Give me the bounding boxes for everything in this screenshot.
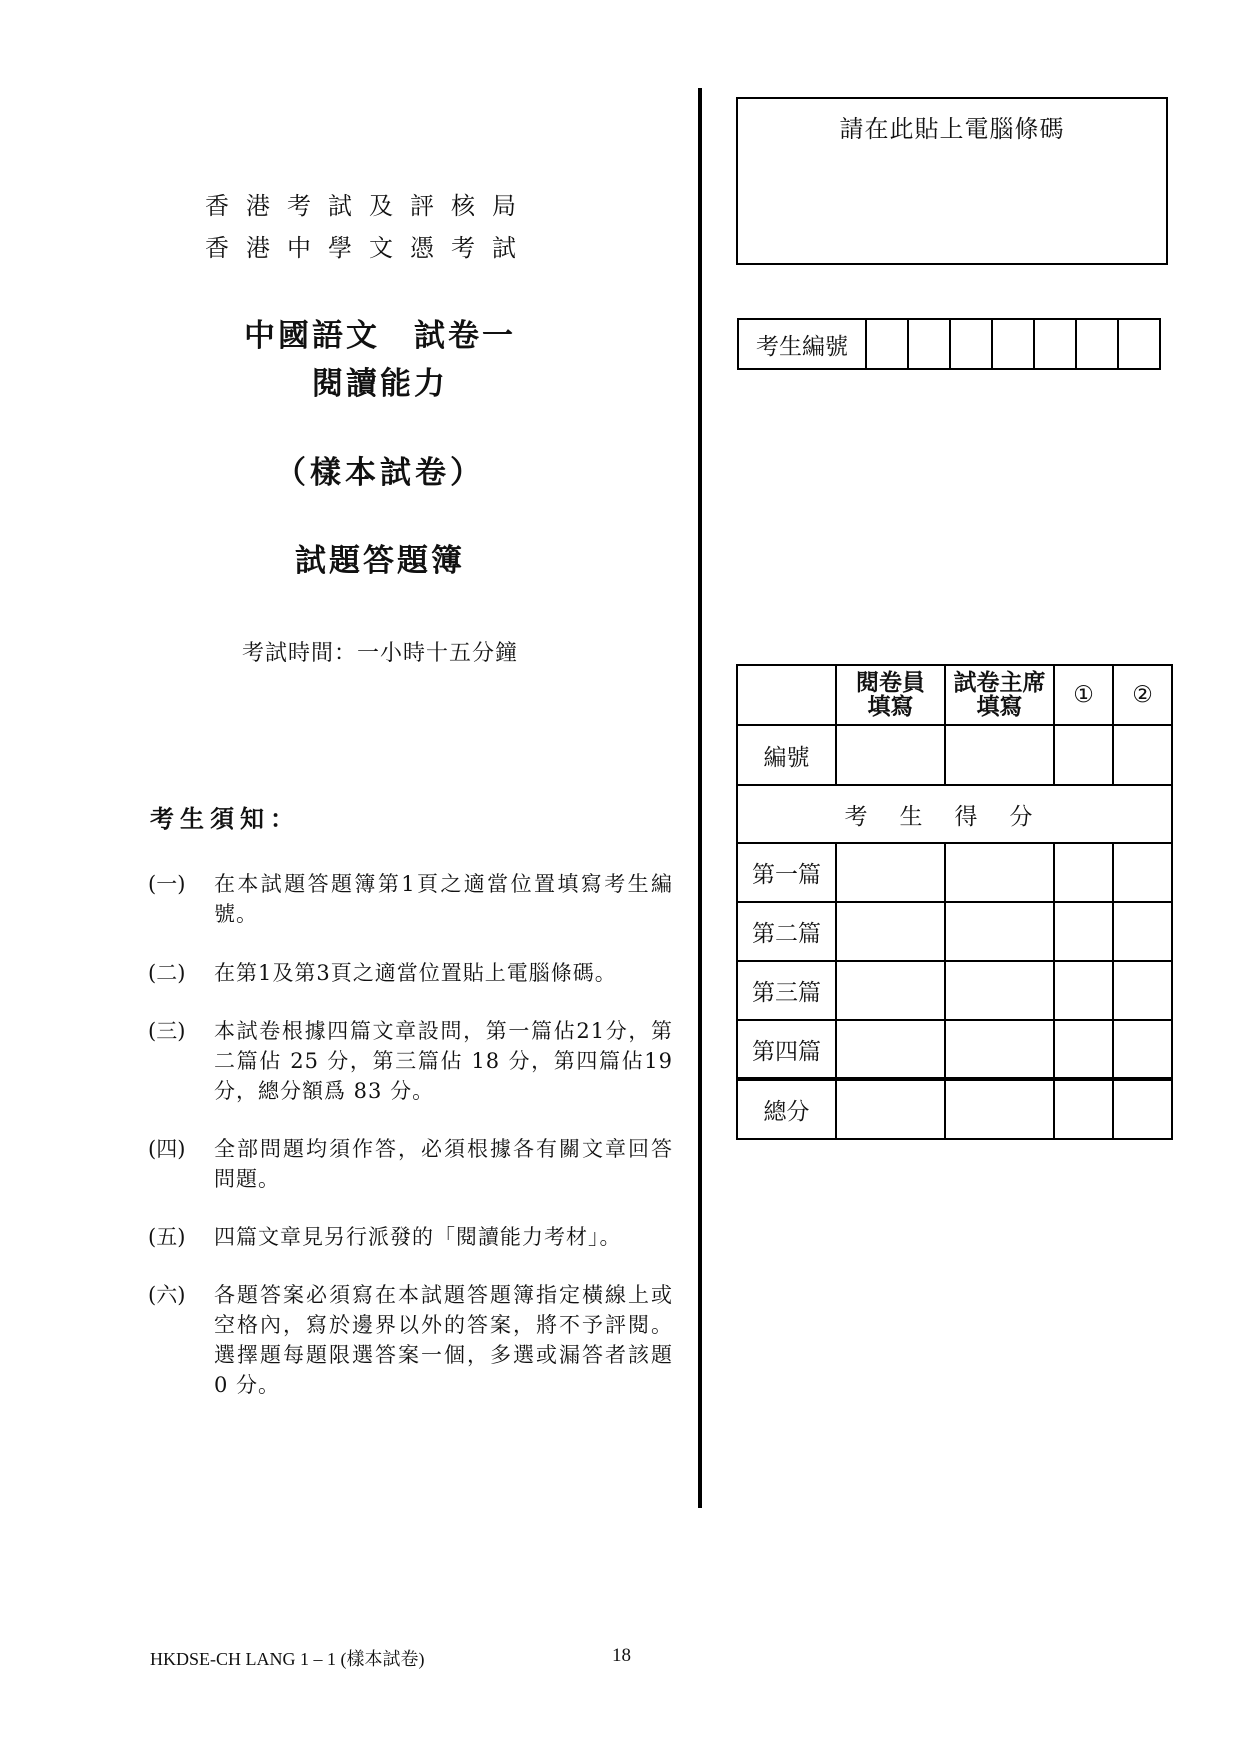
total-score-cell[interactable] <box>1054 1079 1113 1139</box>
instruction-text: 四篇文章見另行派發的「閱讀能力考材」。 <box>214 1225 622 1249</box>
chief-header-line1: 試卷主席 <box>953 670 1046 696</box>
score-table-corner <box>737 665 836 725</box>
barcode-label: 請在此貼上電腦條碼 <box>839 115 1065 143</box>
score-cell[interactable] <box>1113 1020 1172 1079</box>
marker-number-cell[interactable] <box>836 725 945 785</box>
instruction-text: 在第1及第3頁之適當位置貼上電腦條碼。 <box>214 961 617 985</box>
total-row-label: 總分 <box>737 1079 836 1139</box>
score-cell[interactable] <box>945 902 1054 961</box>
instruction-text: 各題答案必須寫在本試題答題簿指定橫線上或空格內，寫於邊界以外的答案，將不予評閱。選擇題每題限選答案一個，多選或漏答者該題 0 分。 <box>214 1283 673 1397</box>
instruction-item <box>148 1280 673 1400</box>
candidate-number-cell[interactable] <box>908 319 950 369</box>
instructions-heading: 考生須知： <box>150 805 300 833</box>
score-cell[interactable] <box>1113 902 1172 961</box>
booklet-label: 試題答題簿 <box>295 543 465 579</box>
score-cell[interactable] <box>836 843 945 902</box>
column-one-number-cell[interactable] <box>1054 725 1113 785</box>
instruction-text: 本試卷根據四篇文章設問，第一篇佔21分，第二篇佔 25 分，第三篇佔 18 分，第四篇佔19 分，總分額爲 83 分。 <box>214 1019 673 1103</box>
page-number: 18 <box>612 1645 631 1666</box>
score-table <box>736 664 1173 1140</box>
marker-header-line2: 填寫 <box>867 694 914 720</box>
barcode-box <box>736 97 1168 265</box>
instruction-text: 在本試題答題簿第1頁之適當位置填寫考生編號。 <box>214 872 673 926</box>
score-cell[interactable] <box>1054 961 1113 1020</box>
candidate-number-cell[interactable] <box>1076 319 1118 369</box>
instruction-number: (一) <box>148 872 186 896</box>
score-cell[interactable] <box>836 961 945 1020</box>
instruction-item <box>148 1222 673 1252</box>
column-divider <box>698 88 702 1508</box>
chief-header-line2: 填寫 <box>976 694 1023 720</box>
score-cell[interactable] <box>945 843 1054 902</box>
score-cell[interactable] <box>836 1020 945 1079</box>
instruction-number: (五) <box>148 1225 186 1249</box>
score-cell[interactable] <box>1054 1020 1113 1079</box>
candidate-number-cell[interactable] <box>950 319 992 369</box>
instruction-item <box>148 1134 673 1194</box>
chief-number-cell[interactable] <box>945 725 1054 785</box>
score-cell[interactable] <box>945 1020 1054 1079</box>
instruction-item <box>148 958 673 988</box>
chief-column-header <box>945 665 1054 725</box>
marker-column-header <box>836 665 945 725</box>
column-two-header: ② <box>1113 665 1172 725</box>
exam-time: 考試時間：一小時十五分鐘 <box>241 641 518 666</box>
score-cell[interactable] <box>1113 843 1172 902</box>
score-cell[interactable] <box>1054 902 1113 961</box>
column-one-header: ① <box>1054 665 1113 725</box>
total-score-cell[interactable] <box>836 1079 945 1139</box>
section-row-label: 第一篇 <box>737 843 836 902</box>
total-score-cell[interactable] <box>1113 1079 1172 1139</box>
instruction-text: 全部問題均須作答，必須根據各有關文章回答問題。 <box>214 1137 673 1191</box>
sample-paper-label: （樣本試卷） <box>275 455 485 491</box>
total-score-cell[interactable] <box>945 1079 1054 1139</box>
instruction-number: (四) <box>148 1137 186 1161</box>
section-row-label: 第四篇 <box>737 1020 836 1079</box>
exam-authority: 香港考試及評核局 <box>205 192 533 220</box>
section-row-label: 第二篇 <box>737 902 836 961</box>
score-cell[interactable] <box>1054 843 1113 902</box>
score-cell[interactable] <box>836 902 945 961</box>
score-cell[interactable] <box>945 961 1054 1020</box>
exam-name: 香港中學文憑考試 <box>205 234 533 262</box>
marker-header-line1: 閱卷員 <box>856 670 925 696</box>
score-heading-row: 考生得分 <box>737 785 1172 843</box>
section-row-label: 第三篇 <box>737 961 836 1020</box>
candidate-number-label: 考生編號 <box>738 319 866 369</box>
instruction-item <box>148 869 673 929</box>
instruction-item <box>148 1016 673 1106</box>
instruction-number: (六) <box>148 1283 186 1307</box>
candidate-number-grid <box>737 318 1161 370</box>
candidate-number-cell[interactable] <box>992 319 1034 369</box>
paper-subtitle: 閱讀能力 <box>312 366 448 402</box>
number-row-label: 編號 <box>737 725 836 785</box>
candidate-number-cell[interactable] <box>1034 319 1076 369</box>
paper-code: HKDSE-CH LANG 1 – 1 (樣本試卷) <box>150 1649 425 1669</box>
instruction-number: (二) <box>148 961 186 985</box>
column-two-number-cell[interactable] <box>1113 725 1172 785</box>
candidate-number-cell[interactable] <box>866 319 908 369</box>
instruction-number: (三) <box>148 1019 186 1043</box>
candidate-number-cell[interactable] <box>1118 319 1160 369</box>
paper-title: 中國語文 試卷一 <box>244 318 516 354</box>
score-cell[interactable] <box>1113 961 1172 1020</box>
